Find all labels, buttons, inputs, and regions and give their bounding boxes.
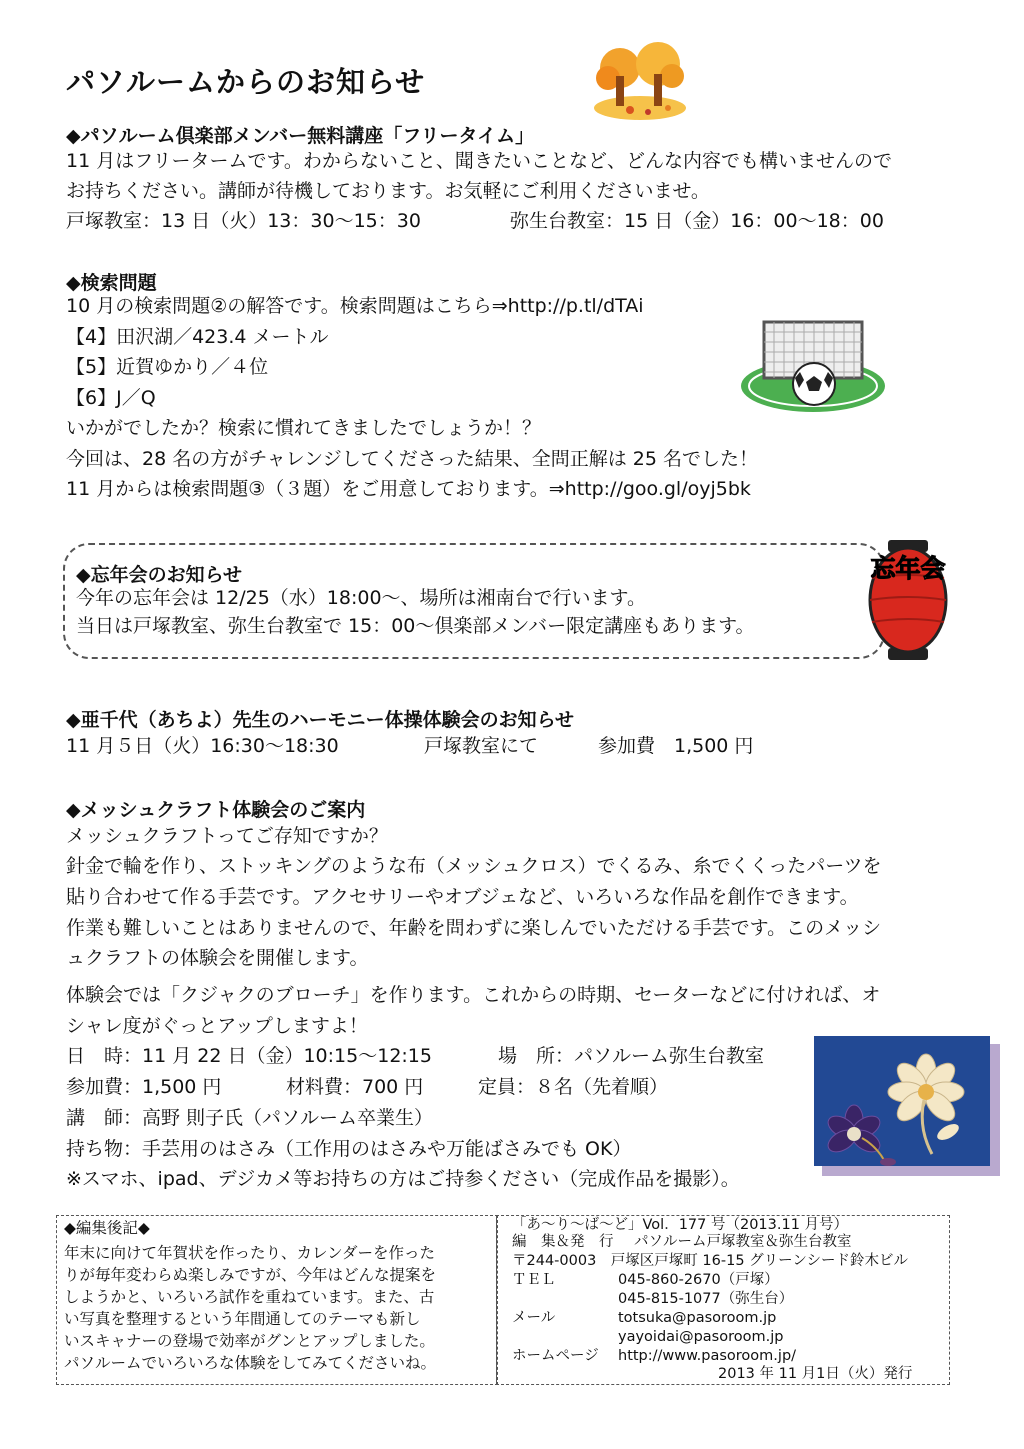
postscript-line-3: しようかと、いろいろ試作を重ねています。また、古 xyxy=(64,1288,435,1306)
search-line-1: 10 月の検索問題②の解答です。検索問題はこちら⇒http://p.tl/dTAi xyxy=(66,295,644,317)
search-line-6: 今回は、28 名の方がチャレンジしてくださった結果、全問正解は 25 名でした！ xyxy=(66,448,758,470)
search-line-3: 【5】近賀ゆかり／４位 xyxy=(66,356,269,378)
soccer-goal-icon xyxy=(738,316,888,416)
colophon-issued: 2013 年 11 月1日（火）発行 xyxy=(718,1366,913,1382)
lantern-text: 忘年会 xyxy=(870,554,946,583)
search-line-7: 11 月からは検索問題③（３題）をご用意しております。⇒http://goo.gl/oyj5bk xyxy=(66,478,751,500)
colophon-publisher-label: 編 集＆発 行 xyxy=(512,1234,614,1250)
postscript-line-4: い写真を整理するという年間通してのテーマも新し xyxy=(64,1310,421,1328)
colophon-address: 〒244-0003 戸塚区戸塚町 16-15 グリーンシード鈴木ビル xyxy=(512,1253,909,1269)
colophon-web: http://www.pasoroom.jp/ xyxy=(618,1348,797,1364)
harmony-heading: ◆亜千代（あちよ）先生のハーモニー体操体験会のお知らせ xyxy=(66,709,575,731)
colophon-tel-label: ＴＥＬ xyxy=(512,1272,556,1288)
mesh-material: 材料費：700 円 xyxy=(286,1076,424,1098)
mesh-line-4: 作業も難しいことはありませんので、年齢を問わずに楽しんでいただける手芸です。このメッシ xyxy=(66,917,882,939)
mesh-capacity: 定員：８名（先着順） xyxy=(478,1076,669,1098)
mesh-date: 日 時：11 月 22 日（金）10:15～12:15 xyxy=(66,1045,432,1067)
mesh-line-5: ュクラフトの体験会を開催します。 xyxy=(66,947,369,969)
postscript-line-5: いスキャナーの登場で効率がグンとアップしました。 xyxy=(64,1332,435,1350)
colophon-publisher: パソルーム戸塚教室＆弥生台教室 xyxy=(634,1234,852,1250)
colophon-mail-1: totsuka@pasoroom.jp xyxy=(618,1310,777,1326)
page-title: パソルームからのお知らせ xyxy=(66,65,426,99)
mesh-brooch-photo xyxy=(814,1036,1000,1176)
mesh-line-6: 体験会では「クジャクのブローチ」を作ります。これからの時期、セーターなどに付ければ、オ xyxy=(66,984,881,1006)
postscript-line-6: パソルームでいろいろな体験をしてみてくださいね。 xyxy=(64,1354,437,1372)
mesh-note: ※スマホ、ipad、デジカメ等お持ちの方はご持参ください（完成作品を撮影）。 xyxy=(66,1168,740,1190)
free-time-heading: ◆パソルーム倶楽部メンバー無料講座「フリータイム」 xyxy=(66,125,535,147)
colophon-web-label: ホームページ xyxy=(512,1348,599,1364)
free-time-schedule-yayoidai: 弥生台教室：15 日（金）16：00～18：00 xyxy=(510,210,884,232)
search-line-5: いかがでしたか？検索に慣れてきましたでしょうか！？ xyxy=(66,417,542,439)
colophon-issue: 「あ～り～ば～ど」Vol．177 号（2013.11 月号） xyxy=(512,1217,849,1233)
bonenkai-heading: ◆忘年会のお知らせ xyxy=(76,564,243,586)
mesh-line-2: 針金で輪を作り、ストッキングのような布（メッシュクロス）でくるみ、糸でくくったパーツを xyxy=(66,855,882,877)
free-time-schedule-totsuka: 戸塚教室：13 日（火）13：30～15：30 xyxy=(66,210,421,232)
lantern-icon xyxy=(866,538,950,662)
colophon-mail-2: yayoidai@pasoroom.jp xyxy=(618,1329,784,1345)
harmony-date: 11 月５日（火）16:30～18:30 xyxy=(66,735,339,757)
mesh-line-1: メッシュクラフトってご存知ですか？ xyxy=(66,825,388,847)
mesh-heading: ◆メッシュクラフト体験会のご案内 xyxy=(66,799,366,821)
mesh-line-7: シャレ度がぐっとアップしますよ！ xyxy=(66,1015,368,1037)
postscript-heading: ◆編集後記◆ xyxy=(64,1219,150,1237)
search-line-2: 【4】田沢湖／423.4 メートル xyxy=(66,326,329,348)
colophon-tel-1: 045-860-2670（戸塚） xyxy=(618,1272,779,1288)
bonenkai-line-1: 今年の忘年会は 12/25（水）18:00～、場所は湘南台で行います。 xyxy=(76,587,647,609)
colophon-tel-2: 045-815-1077（弥生台） xyxy=(618,1291,794,1307)
free-time-line-1: 11 月はフリータームです。わからないこと、聞きたいことなど、どんな内容でも構いませんので xyxy=(66,150,892,172)
harmony-fee: 参加費 1,500 円 xyxy=(598,735,754,757)
postscript-line-2: りが毎年変わらぬ楽しみですが、今年はどんな提案を xyxy=(64,1266,437,1284)
mesh-line-3: 貼り合わせて作る手芸です。アクセサリーやオブジェなど、いろいろな作品を創作できます。 xyxy=(66,886,859,908)
postscript-line-1: 年末に向けて年賀状を作ったり、カレンダーを作った xyxy=(64,1244,435,1262)
mesh-teacher: 講 師：高野 則子氏（パソルーム卒業生） xyxy=(66,1107,434,1129)
bonenkai-line-2: 当日は戸塚教室、弥生台教室で 15：00～倶楽部メンバー限定講座もあります。 xyxy=(76,615,755,637)
mesh-bring: 持ち物：手芸用のはさみ（工作用のはさみや万能ばさみでも OK） xyxy=(66,1138,632,1160)
mesh-place: 場 所：パソルーム弥生台教室 xyxy=(498,1045,765,1067)
autumn-trees-icon xyxy=(590,40,690,122)
mesh-fee: 参加費：1,500 円 xyxy=(66,1076,222,1098)
search-heading: ◆検索問題 xyxy=(66,272,157,294)
colophon-mail-label: メール xyxy=(512,1310,556,1326)
free-time-line-2: お持ちください。講師が待機しております。お気軽にご利用くださいませ。 xyxy=(66,180,710,202)
search-line-4: 【6】J／Q xyxy=(66,387,156,409)
harmony-place: 戸塚教室にて xyxy=(424,735,539,757)
